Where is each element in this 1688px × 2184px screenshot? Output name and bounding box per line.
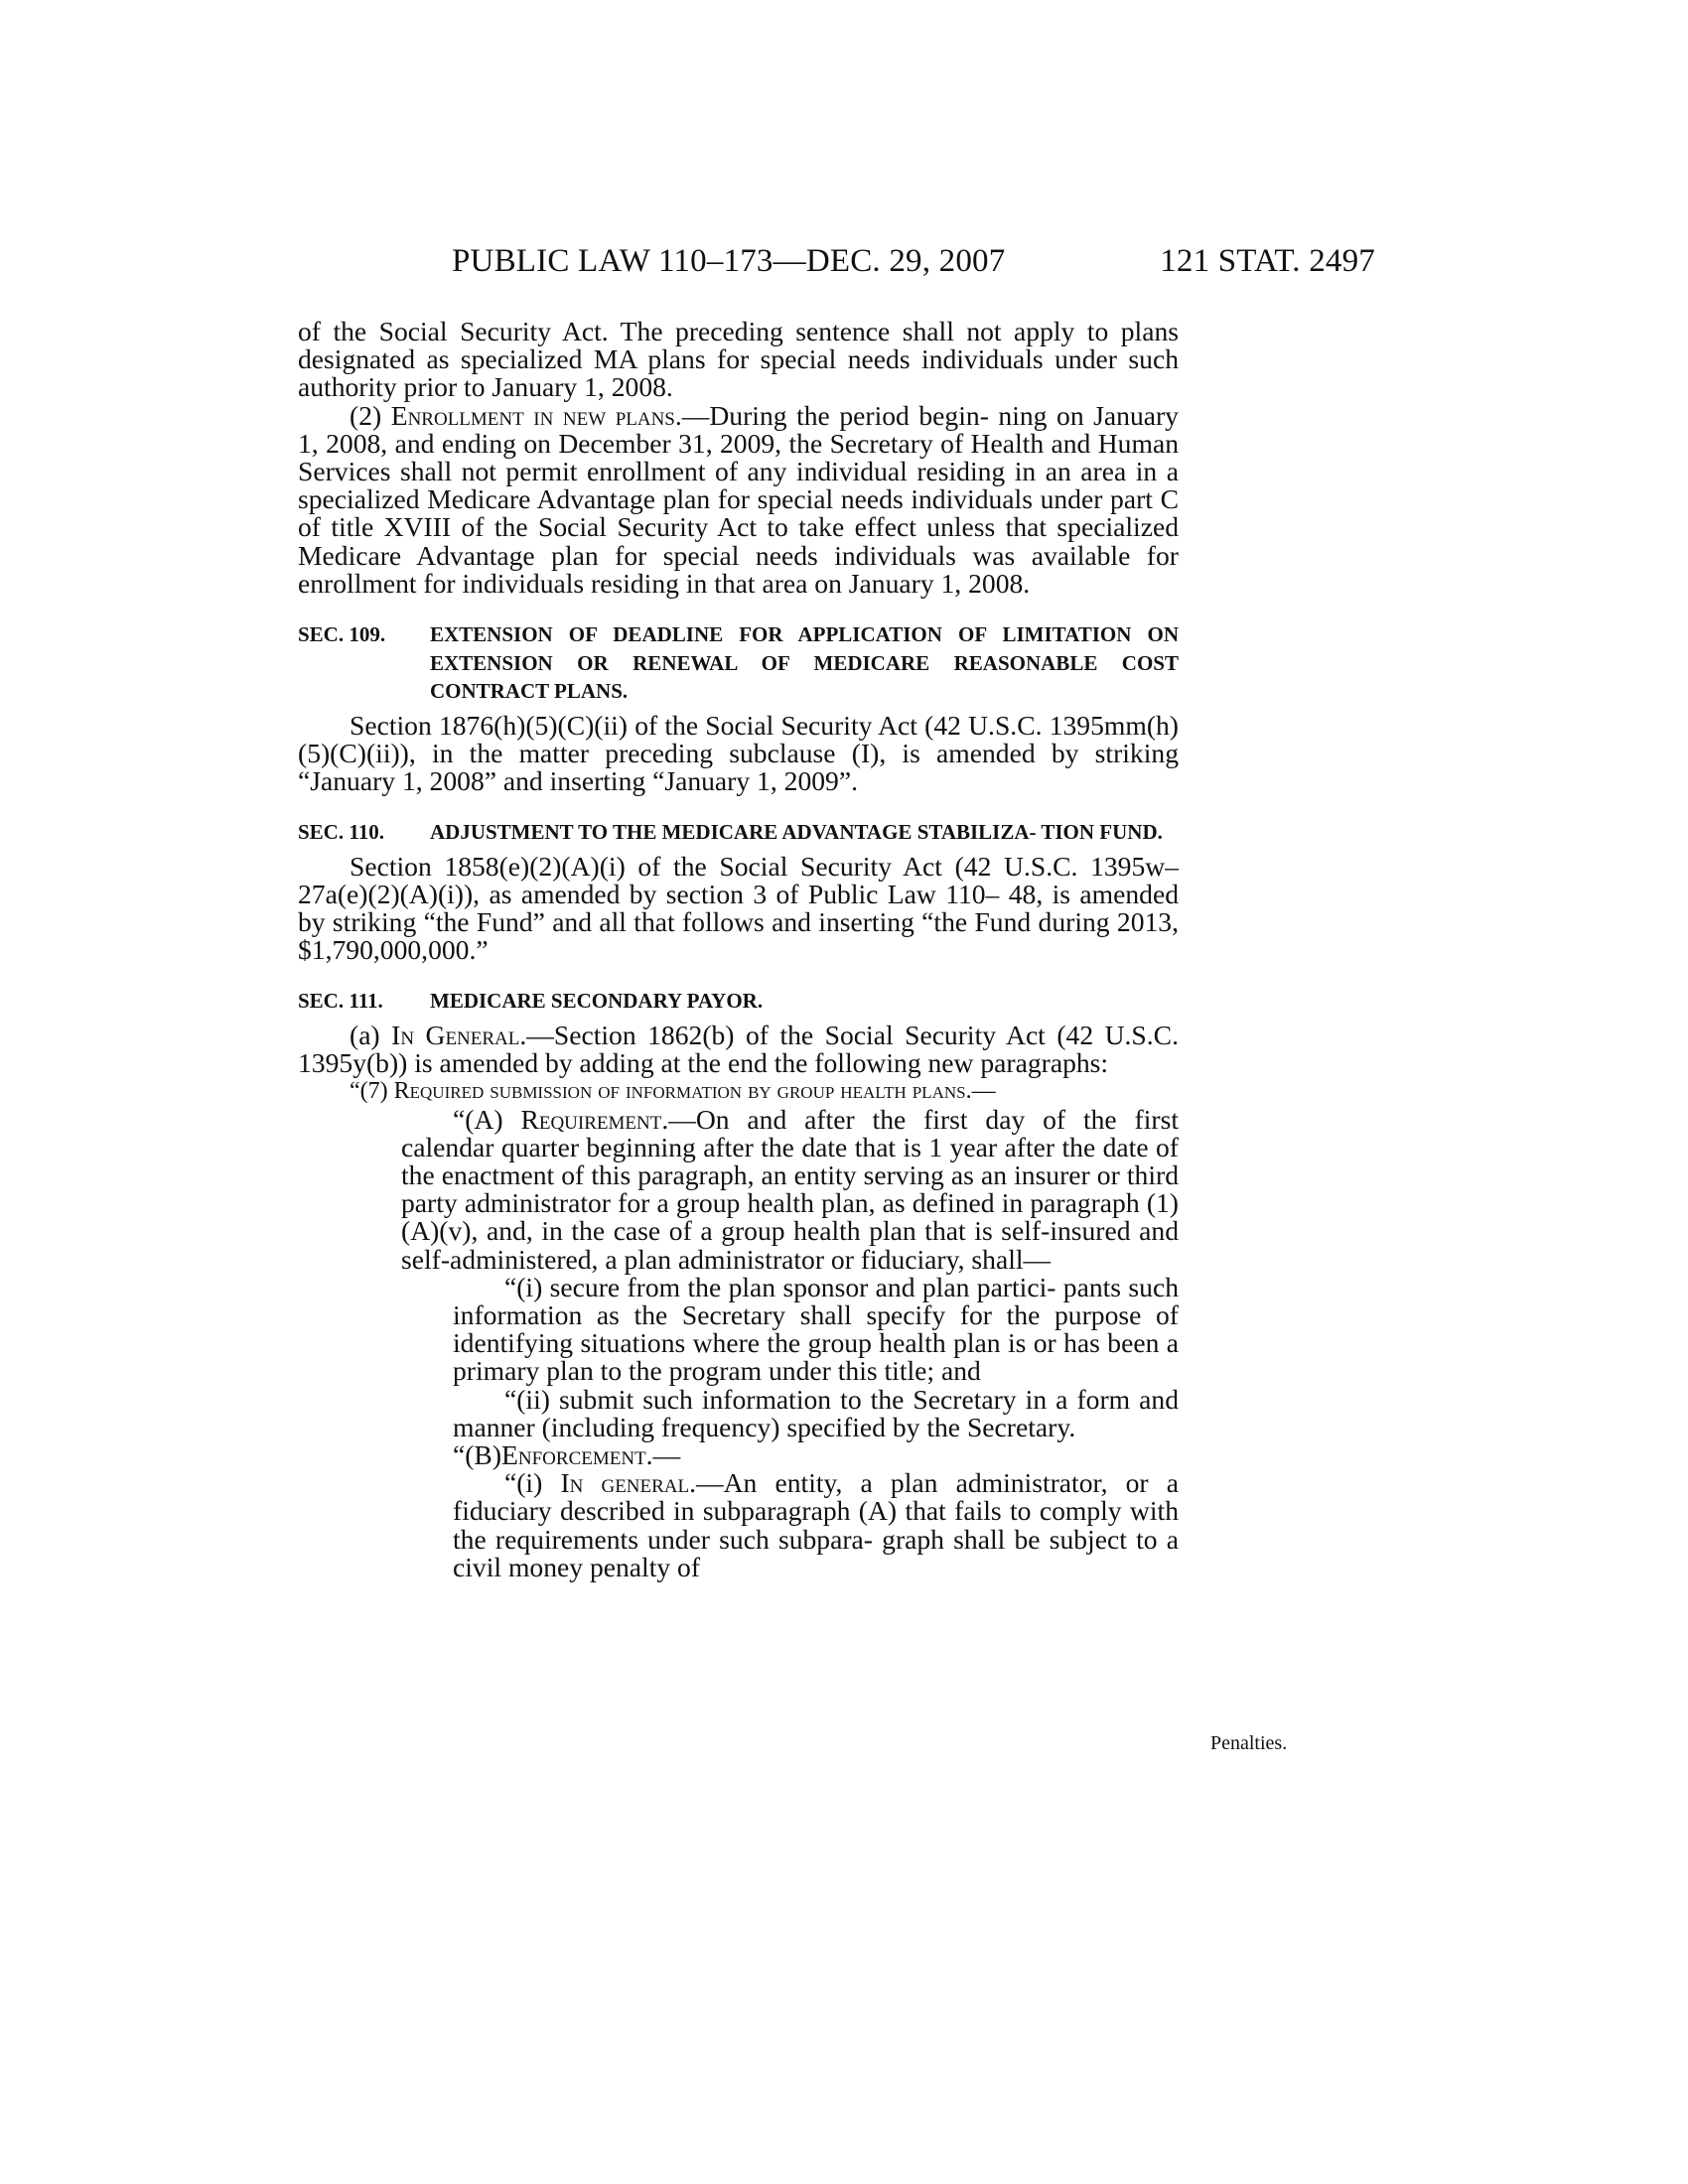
paragraph-2-text: —During the period begin- ning on January 1, 2008, and ending on December 31, 2009, the Secretary of Health and Human Services shall not permit enrollment of any individual residing in an area in a specialized Medicare Advantage plan for special needs individuals under part C of title XVIII of the Social Security Act to take effect unless that specialized Medicare Advantage plan for special needs individuals was available for enrollment for individuals residing in that area on January 1, 2008.: [298, 399, 1179, 599]
section-111-title: MEDICARE SECONDARY PAYOR.: [430, 989, 764, 1014]
subsection-a-text: —Section 1862(b) of the Social Security Act (42 U.S.C. 1395y(b)) is amended by adding at the end the following new paragraphs:: [298, 1019, 1179, 1079]
subparagraph-A-number: “(A): [453, 1103, 503, 1135]
subsection-a-number: (a): [350, 1019, 380, 1050]
subparagraph-A: [298, 1103, 1179, 1275]
section-110-number: SEC. 110.: [298, 820, 384, 845]
section-109-text: Section 1876(h)(5)(C)(ii) of the Social Security Act (42 U.S.C. 1395mm(h)(5)(C)(ii)), in the matter preceding subclause (I), is amended by striking “January 1, 2008” and inserting “January 1, 2009”.: [298, 709, 1179, 796]
clause-A-i: “(i) secure from the plan sponsor and plan partici- pants such information as the Secretary shall specify for the purpose of identifying situations where the group health plan is or has been a primary plan to the program under this title; and: [453, 1271, 1179, 1387]
margin-note-penalties: Penalties.: [1210, 1732, 1288, 1754]
clause-B-i: [298, 1469, 1179, 1581]
subparagraph-A-text: —On and after the first day of the first calendar quarter beginning after the date that is 1 year after the date of the enactment of this paragraph, an entity serving as an insurer or third party administrator for a group health plan, as defined in paragraph (1)(A)(v), and, in the case of a group health plan that is self-insured and self-administered, a plan administrator or fiduciary, shall—: [401, 1103, 1179, 1275]
subparagraph-B: [298, 1441, 1179, 1469]
section-110-heading: [298, 818, 1179, 847]
section-109-number: SEC. 109.: [298, 622, 386, 647]
paragraph-2-heading: Enrollment in new plans.: [390, 399, 682, 431]
page-header: [298, 243, 1375, 293]
subparagraph-B-number: “(B): [453, 1439, 502, 1470]
subsection-a-heading: In General.: [391, 1019, 527, 1050]
statute-citation: 121 STAT. 2497: [1160, 243, 1375, 279]
clause-B-i-heading: In general.: [560, 1467, 697, 1499]
clause-B-i-text: —An entity, a plan administrator, or a fiduciary described in subparagraph (A) that fails to comply with the requirements under such subpara- graph shall be subject to a civil money penalty of: [453, 1467, 1179, 1582]
section-110-title: ADJUSTMENT TO THE MEDICARE ADVANTAGE STABILIZA- TION FUND.: [430, 820, 1163, 845]
paragraph-2-number: (2): [350, 399, 382, 431]
subsection-a: [298, 1019, 1179, 1079]
paragraph-7: [298, 1077, 1179, 1105]
section-111-heading: [298, 987, 1179, 1016]
subparagraph-B-dash: —: [652, 1439, 681, 1470]
section-111-number: SEC. 111.: [298, 989, 383, 1014]
section-109-heading: [298, 620, 1179, 706]
document-body: [298, 318, 1179, 1581]
section-110-text: Section 1858(e)(2)(A)(i) of the Social Security Act (42 U.S.C. 1395w–27a(e)(2)(A)(i)), as amended by section 3 of Public Law 110– 48, is amended by striking “the Fund” and all that follows and inserting “the Fund during 2013, $1,790,000,000.”: [298, 850, 1179, 966]
paragraph-7-dash: —: [971, 1078, 996, 1105]
subparagraph-A-heading: Requirement.: [520, 1103, 669, 1135]
clause-A-ii: “(ii) submit such information to the Secretary in a form and manner (including frequency) specified by the Secretary.: [453, 1383, 1179, 1442]
paragraph-2: [298, 399, 1179, 599]
clause-B-i-number: “(i): [504, 1467, 543, 1499]
paragraph-7-number: “(7): [350, 1078, 388, 1105]
section-109-title: EXTENSION OF DEADLINE FOR APPLICATION OF LIMITATION ON EXTENSION OR RENEWAL OF MEDICARE REASONABLE COST CONTRACT PLANS.: [430, 622, 1179, 704]
carryover-paragraph: of the Social Security Act. The preceding sentence shall not apply to plans designated as specialized MA plans for special needs individuals under such authority prior to January 1, 2008.: [298, 316, 1179, 403]
subparagraph-B-heading: Enforcement.: [501, 1439, 653, 1470]
running-head: PUBLIC LAW 110–173—DEC. 29, 2007: [452, 243, 1006, 279]
paragraph-7-heading: Required submission of information by group health plans.: [393, 1078, 972, 1105]
